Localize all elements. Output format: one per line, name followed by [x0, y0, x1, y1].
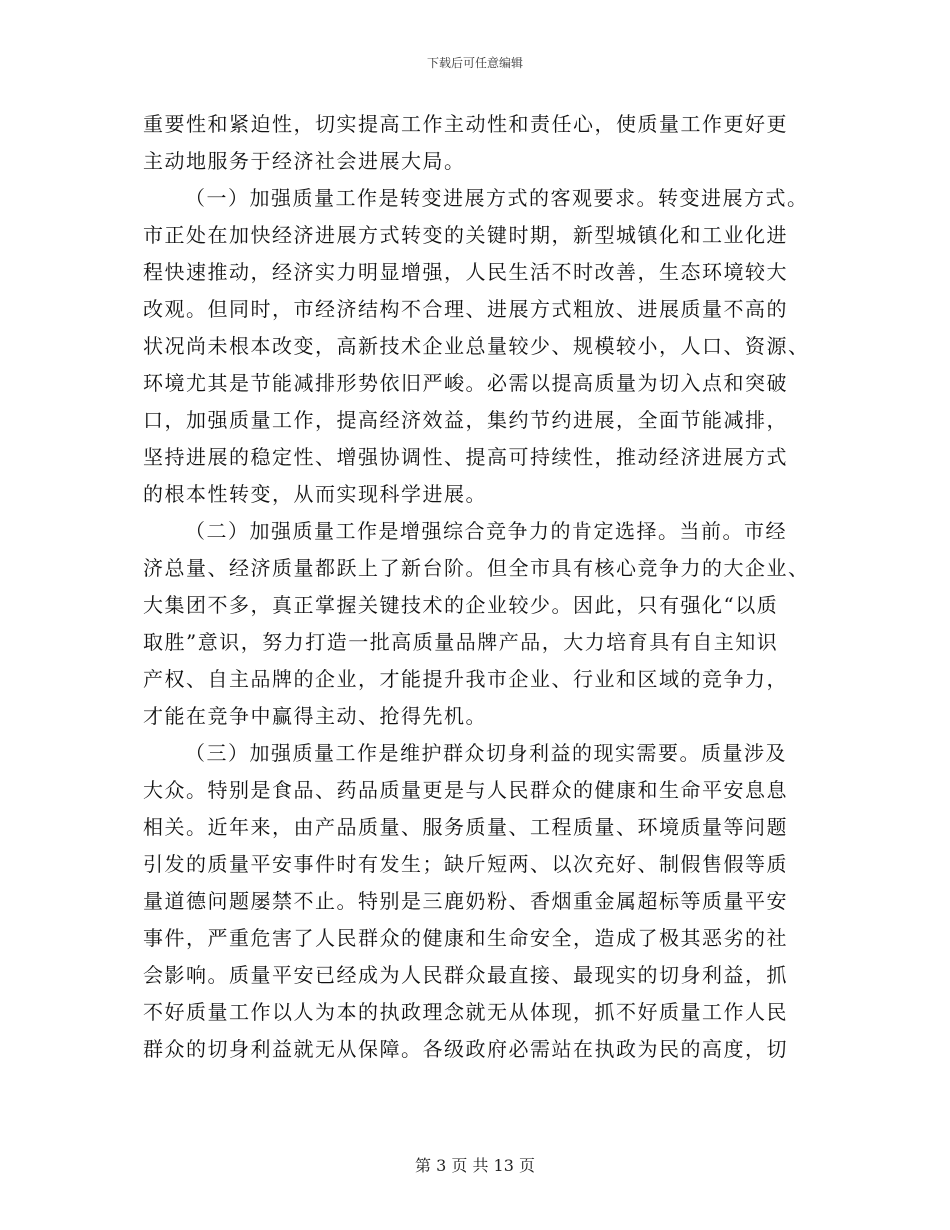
document-body — [143, 106, 823, 1068]
text-line: 重要性和紧迫性，切实提高工作主动性和责任心，使质量工作更好更 — [143, 112, 788, 136]
text-line: 坚持进展的稳定性、增强协调性、提高可持续性，推动经济进展方式 — [143, 445, 788, 469]
text-line: 取胜”意识，努力打造一批高质量品牌产品，大力培育具有自主知识 — [143, 630, 779, 654]
text-line: 会影响。质量平安已经成为人民群众最直接、最现实的切身利益，抓 — [143, 963, 788, 987]
text-line: 改观。但同时，市经济结构不合理、进展方式粗放、进展质量不高的 — [143, 297, 788, 321]
text-line: 大众。特别是食品、药品质量更是与人民群众的健康和生命平安息息 — [143, 778, 788, 802]
text-line: （三）加强质量工作是维护群众切身利益的现实需要。质量涉及 — [185, 741, 787, 765]
paragraph — [143, 180, 823, 513]
text-line: （一）加强质量工作是转变进展方式的客观要求。转变进展方式。 — [185, 186, 809, 210]
text-line: 程快速推动，经济实力明显增强，人民生活不时改善，生态环境较大 — [143, 260, 788, 284]
text-line: （二）加强质量工作是增强综合竞争力的肯定选择。当前。市经 — [185, 519, 787, 543]
text-line: 主动地服务于经济社会进展大局。 — [143, 149, 466, 173]
paragraph — [143, 735, 823, 1068]
text-line: 引发的质量平安事件时有发生；缺斤短两、以次充好、制假售假等质 — [143, 852, 788, 876]
text-line: 状况尚未根本改变，高新技术企业总量较少、规模较小，人口、资源、 — [143, 334, 810, 358]
paragraph — [143, 513, 823, 735]
text-line: 事件，严重危害了人民群众的健康和生命安全，造成了极其恶劣的社 — [143, 926, 788, 950]
text-line: 群众的切身利益就无从保障。各级政府必需站在执政为民的高度，切 — [143, 1037, 788, 1061]
text-line: 大集团不多，真正掌握关键技术的企业较少。因此，只有强化“以质 — [143, 593, 779, 617]
paragraph — [143, 106, 823, 180]
text-line: 量道德问题屡禁不止。特别是三鹿奶粉、香烟重金属超标等质量平安 — [143, 889, 788, 913]
page-footer: 第 3 页 共 13 页 — [415, 1156, 535, 1175]
text-line: 相关。近年来，由产品质量、服务质量、工程质量、环境质量等问题 — [143, 815, 788, 839]
text-line: 口，加强质量工作，提高经济效益，集约节约进展，全面节能减排， — [143, 408, 788, 432]
page-header: 下载后可任意编辑 — [426, 56, 523, 70]
text-line: 的根本性转变，从而实现科学进展。 — [143, 482, 487, 506]
text-line: 产权、自主品牌的企业，才能提升我市企业、行业和区域的竞争力， — [143, 667, 788, 691]
text-line: 才能在竞争中赢得主动、抢得先机。 — [143, 704, 487, 728]
text-line: 不好质量工作以人为本的执政理念就无从体现，抓不好质量工作人民 — [143, 1000, 788, 1024]
text-line: 济总量、经济质量都跃上了新台阶。但全市具有核心竞争力的大企业、 — [143, 556, 810, 580]
text-line: 环境尤其是节能减排形势依旧严峻。必需以提高质量为切入点和突破 — [143, 371, 788, 395]
text-line: 市正处在加快经济进展方式转变的关键时期，新型城镇化和工业化进 — [143, 223, 788, 247]
